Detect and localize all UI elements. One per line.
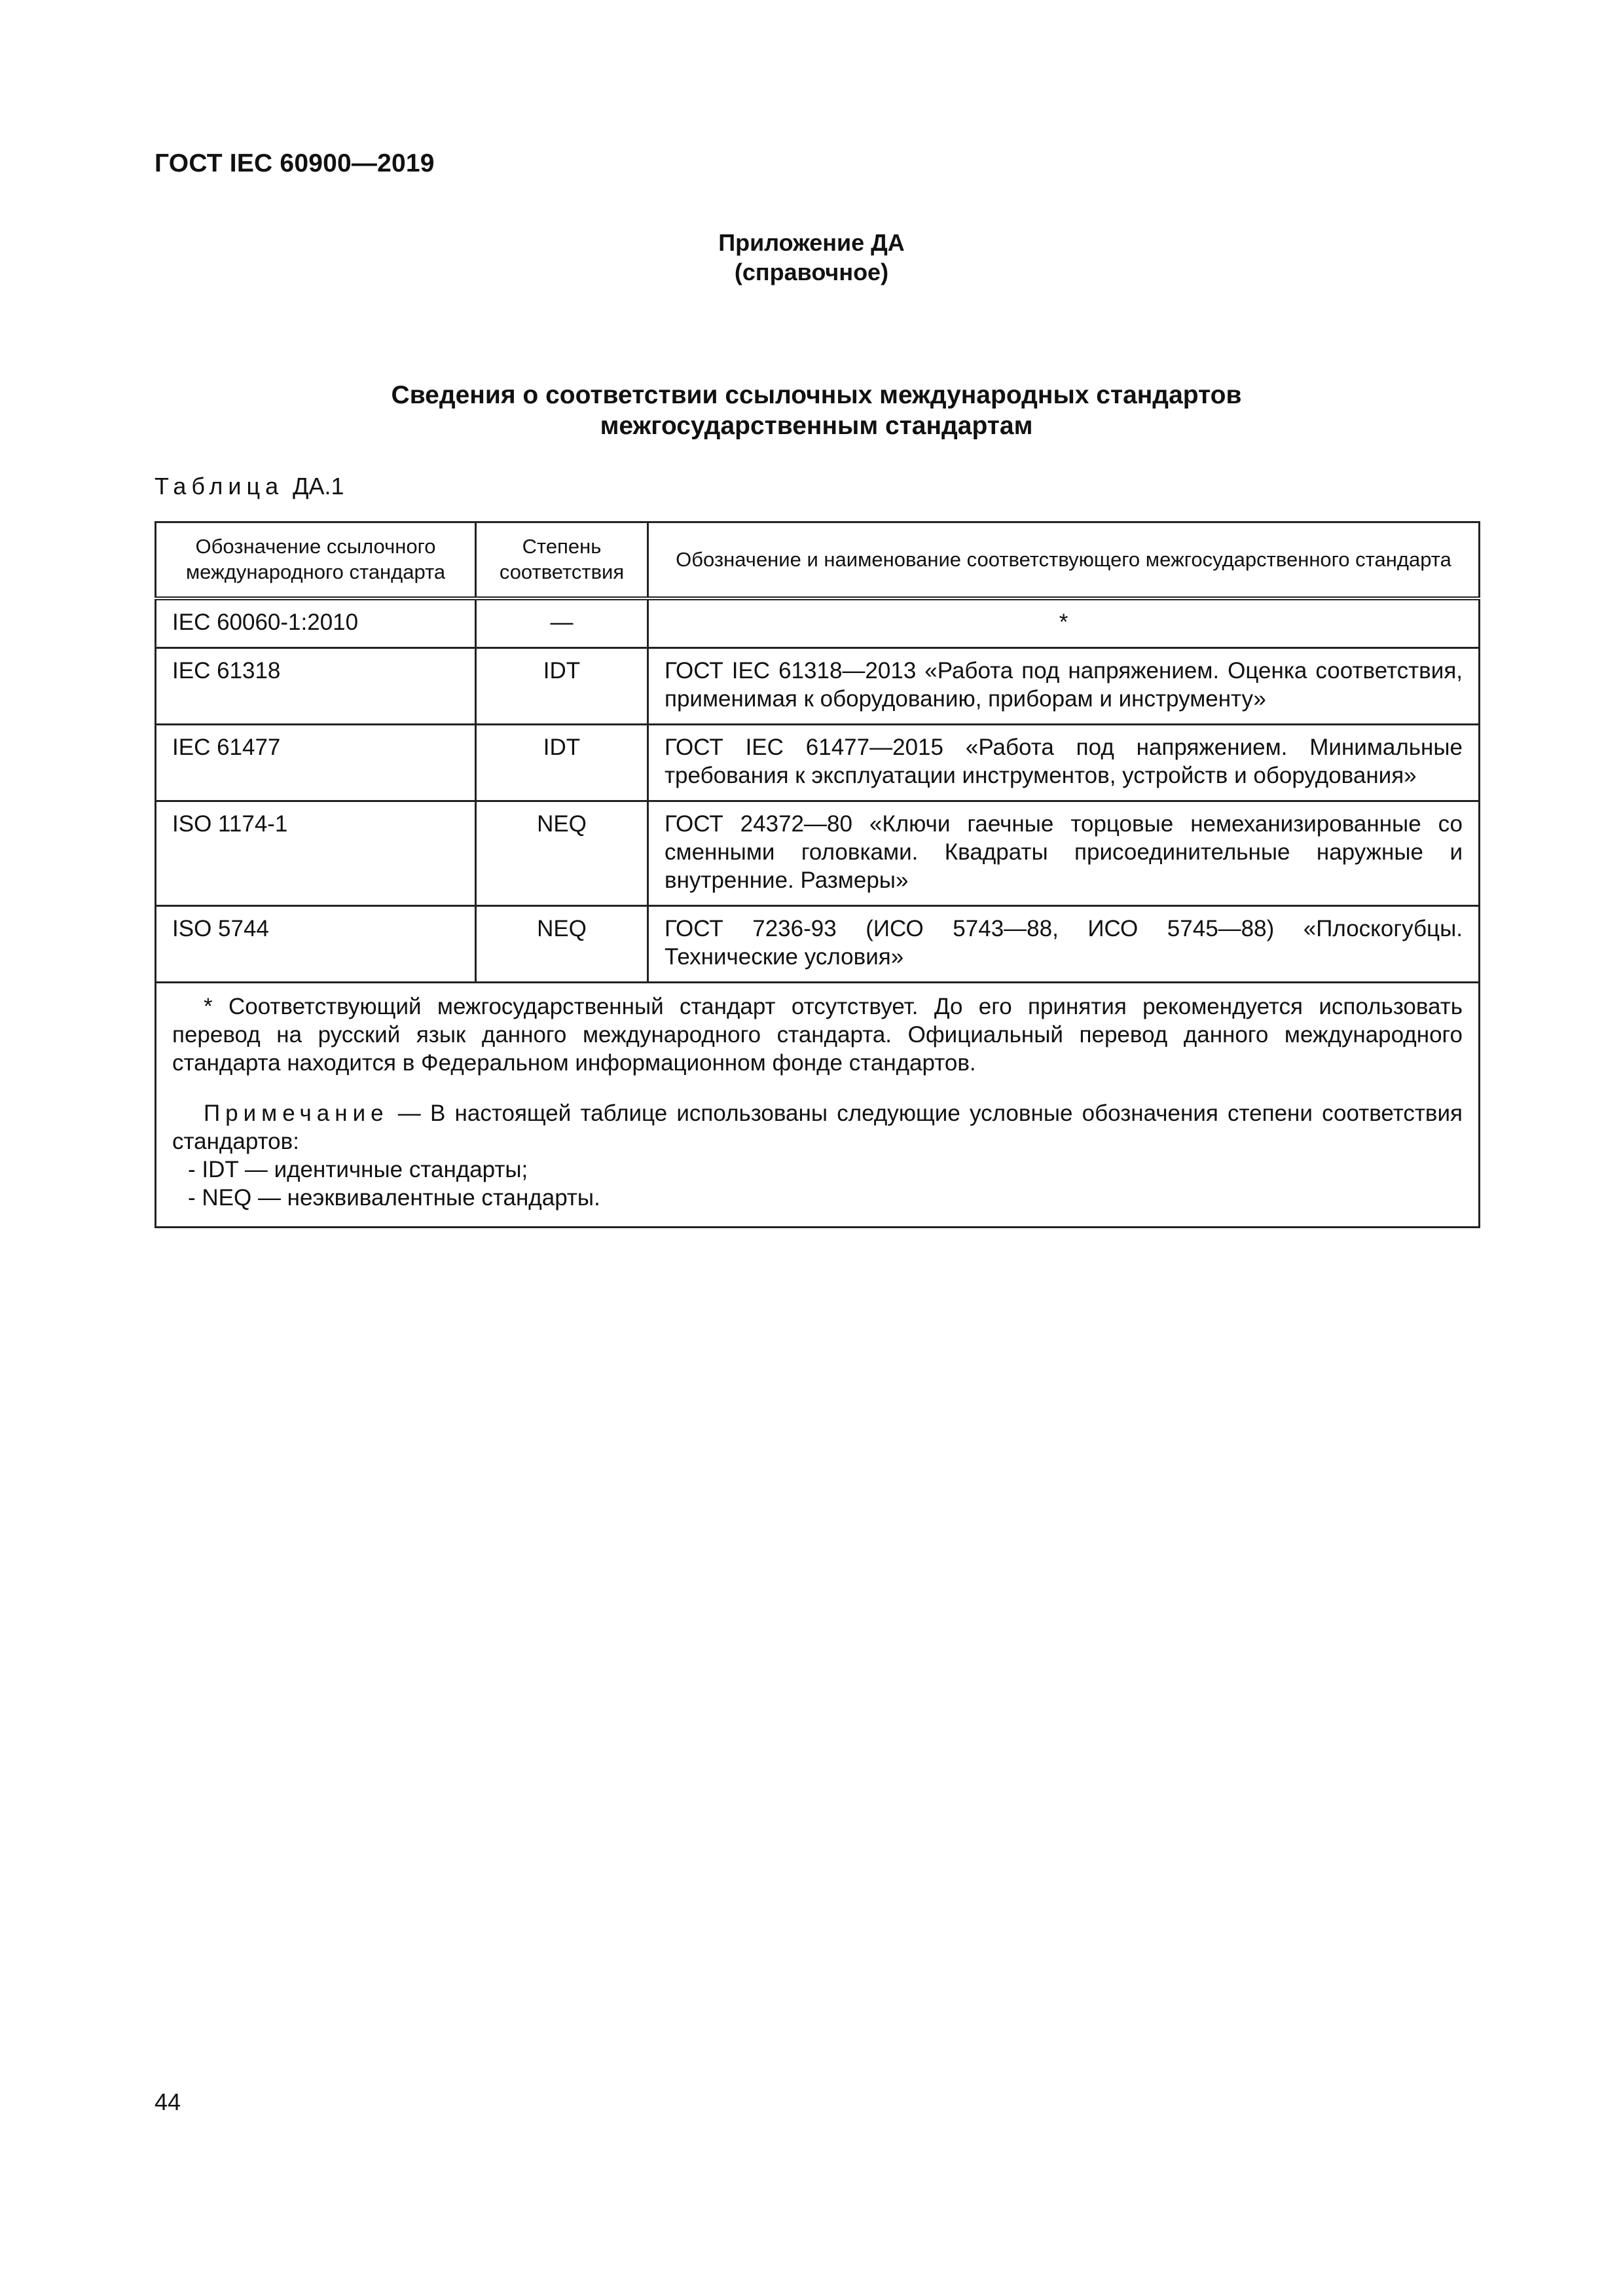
table-caption-word: Таблица [155,473,284,500]
reference-standards-table [155,521,1480,1228]
list-item: - IDT — идентичные стандарты; [172,1156,1463,1184]
note-text: — В настоящей таблице использованы следующие условные обозначения степени соответствия стандартов: [172,1101,1463,1154]
cell-code: IEC 61318 [156,648,476,725]
cell-degree: NEQ [476,906,648,983]
table-caption [155,473,344,500]
cell-degree: — [476,598,648,648]
section-title-line-2: межгосударственным стандартам [600,412,1033,440]
table-note [172,1099,1463,1156]
page-number: 44 [155,2088,181,2115]
note-list [172,1156,1463,1212]
cell-code: IEC 60060-1:2010 [156,598,476,648]
list-item: - NEQ — неэквивалентные стандарты. [172,1184,1463,1212]
table-header-row [156,522,1480,599]
cell-code: ISO 1174-1 [156,801,476,906]
appendix-title: Приложение ДА [718,229,905,256]
note-label: Примечание [204,1101,389,1126]
table-notes-row [156,983,1480,1228]
column-header-name: Обозначение и наименование соответствующего межгосударственного стандарта [648,522,1480,599]
cell-name: ГОСТ 24372—80 «Ключи гаечные торцовые немеханизированные со сменными головками. Квадраты присоединительные наружные и внутренние. Размеры» [648,801,1480,906]
cell-code: IEC 61477 [156,725,476,801]
table-row [156,801,1480,906]
cell-name: * [648,598,1480,648]
cell-name: ГОСТ IEC 61477—2015 «Работа под напряжением. Минимальные требования к эксплуатации инструментов, устройств и оборудования» [648,725,1480,801]
cell-code: ISO 5744 [156,906,476,983]
column-header-code: Обозначение ссылочного международного стандарта [156,522,476,599]
table-row [156,725,1480,801]
cell-degree: IDT [476,725,648,801]
column-header-degree: Степень соответствия [476,522,648,599]
table-footnote: * Соответствующий межгосударственный стандарт отсутствует. До его принятия рекомендуется использовать перевод на русский язык данного международного стандарта. Официальный перевод данного международного стандарта находится в Федеральном информационном фонде стандартов. [172,994,1463,1076]
cell-degree: IDT [476,648,648,725]
appendix-kind: (справочное) [734,259,889,285]
table-row [156,906,1480,983]
section-title-line-1: Сведения о соответствии ссылочных международных стандартов [391,381,1242,409]
table-row [156,598,1480,648]
cell-name: ГОСТ IEC 61318—2013 «Работа под напряжением. Оценка соответствия, применимая к оборудованию, приборам и инструменту» [648,648,1480,725]
document-code: ГОСТ IEC 60900—2019 [155,149,435,177]
table-caption-number: ДА.1 [293,473,344,500]
cell-name: ГОСТ 7236-93 (ИСО 5743—88, ИСО 5745—88) «Плоскогубцы. Технические условия» [648,906,1480,983]
cell-degree: NEQ [476,801,648,906]
table-row [156,648,1480,725]
table-notes [156,983,1480,1228]
